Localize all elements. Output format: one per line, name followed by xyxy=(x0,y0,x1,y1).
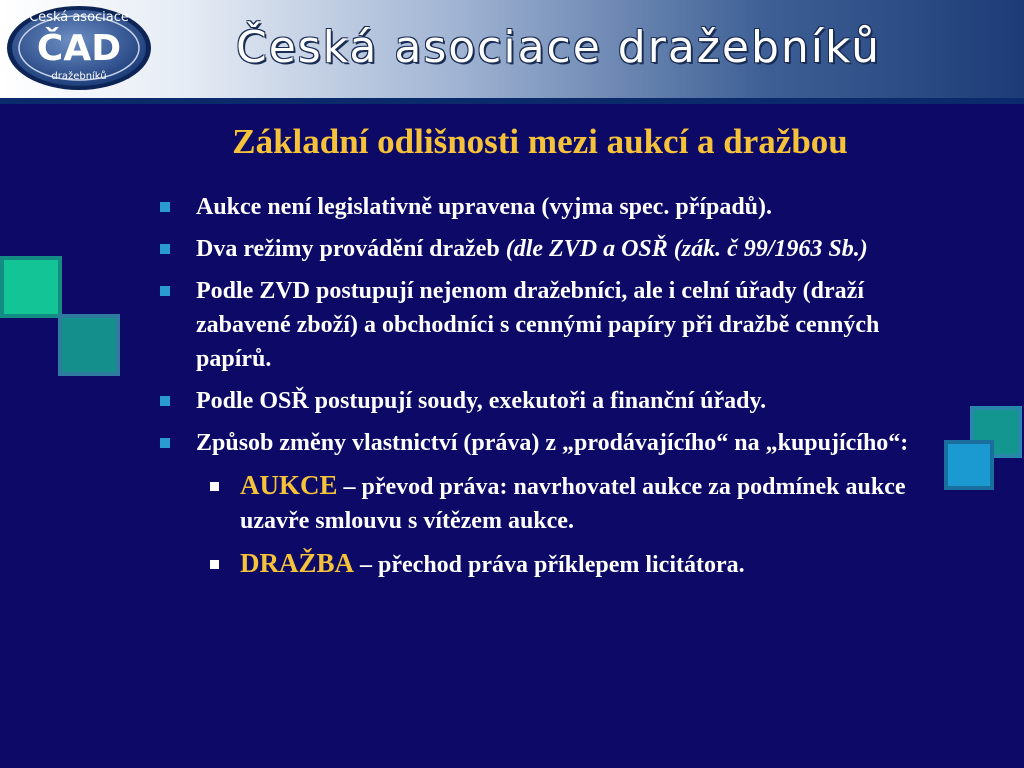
bullet-text: Dva režimy provádění dražeb xyxy=(196,236,506,262)
sub-bullet-item xyxy=(158,546,918,582)
logo-top-text: Česká asociace xyxy=(29,10,129,25)
square-bullet-icon xyxy=(160,202,170,212)
square-bullet-icon xyxy=(160,396,170,406)
bullet-item xyxy=(158,190,918,224)
bullet-item xyxy=(158,274,918,376)
bullet-list xyxy=(158,190,918,590)
bullet-text: Aukce není legislativně upravena (vyjma spec. případů). xyxy=(196,194,773,220)
decor-square-left-1 xyxy=(0,256,62,318)
cad-logo xyxy=(4,4,154,92)
logo-main-text: ČAD xyxy=(36,28,122,69)
sub-bullet-item xyxy=(158,468,918,538)
bullet-text: Způsob změny vlastnictví (práva) z „prodávajícího“ na „kupujícího“: xyxy=(196,430,909,456)
bullet-item xyxy=(158,384,918,418)
small-square-bullet-icon xyxy=(210,482,219,491)
header-title: Česká asociace dražebníků xyxy=(236,22,882,73)
bullet-item xyxy=(158,426,918,460)
sub-bullet-keyword: AUKCE xyxy=(240,470,338,500)
small-square-bullet-icon xyxy=(210,560,219,569)
sub-bullet-text: – přechod práva příklepem licitátora. xyxy=(354,552,745,578)
sub-bullet-text: – převod práva: navrhovatel aukce za podmínek aukce uzavře smlouvu s vítězem aukce. xyxy=(240,474,906,534)
bullet-text: Podle ZVD postupují nejenom dražebníci, ale i celní úřady (draží zabavené zboží) a obchodníci s cennými papíry při dražbě cenných papírů. xyxy=(196,278,880,372)
slide-title: Základní odlišnosti mezi aukcí a dražbou xyxy=(232,122,848,161)
bullet-text: Podle OSŘ postupují soudy, exekutoři a finanční úřady. xyxy=(196,388,767,414)
bullet-item xyxy=(158,232,918,266)
decor-square-left-2 xyxy=(58,314,120,376)
decor-square-right-2 xyxy=(944,440,994,490)
square-bullet-icon xyxy=(160,286,170,296)
logo-bottom-text: dražebníků xyxy=(51,71,107,82)
header-banner xyxy=(0,0,1024,104)
sub-bullet-keyword: DRAŽBA xyxy=(240,548,355,578)
square-bullet-icon xyxy=(160,438,170,448)
bullet-italic-text: (dle ZVD a OSŘ (zák. č 99/1963 Sb.) xyxy=(505,236,868,262)
header-rule xyxy=(0,98,1024,104)
square-bullet-icon xyxy=(160,244,170,254)
